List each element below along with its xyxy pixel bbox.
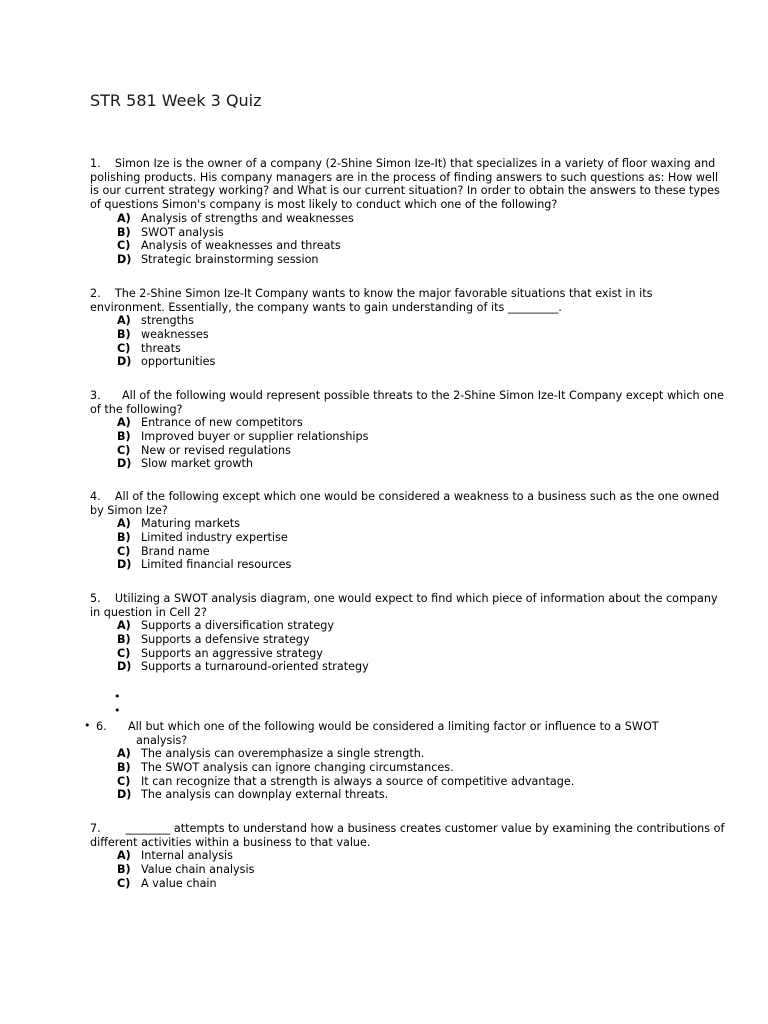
question-6 — [96, 720, 736, 802]
bullet-marker: • — [114, 704, 121, 717]
option-text: Supports an aggressive strategy — [141, 646, 323, 660]
question-stem: 3. All of the following would represent possible threats to the 2-Shine Simon Ize-It Company except which one of the following? — [90, 389, 728, 416]
option-text: Analysis of weaknesses and threats — [141, 239, 341, 253]
option-letter: C) — [117, 774, 131, 788]
answer-option-b[interactable] — [117, 226, 730, 240]
option-letter: D) — [117, 457, 132, 471]
page-title: STR 581 Week 3 Quiz — [90, 91, 262, 110]
bullet-marker: • — [84, 719, 91, 732]
option-text: A value chain — [141, 876, 217, 890]
option-text: Supports a defensive strategy — [141, 633, 310, 647]
option-letter: A) — [117, 747, 131, 761]
option-letter: A) — [117, 517, 131, 531]
answer-option-b[interactable] — [117, 863, 730, 877]
option-letter: B) — [117, 633, 131, 647]
option-letter: B) — [117, 863, 131, 877]
option-text: Entrance of new competitors — [141, 416, 303, 430]
question-stem: 2. The 2-Shine Simon Ize-It Company wants to know the major favorable situations that exist in its environment. Essentially, the company wants to gain understanding of its _________. — [90, 287, 657, 314]
question-stem: 7. ________ attempts to understand how a business creates customer value by examining the contributions of different activities within a business to that value. — [90, 822, 728, 849]
answer-option-d[interactable] — [117, 253, 730, 267]
option-letter: D) — [117, 660, 132, 674]
option-letter: D) — [117, 252, 132, 266]
option-letter: C) — [117, 239, 131, 253]
answer-option-a[interactable] — [117, 314, 730, 328]
answer-option-b[interactable] — [117, 531, 730, 545]
option-letter: A) — [117, 211, 131, 225]
option-text: Supports a turnaround-oriented strategy — [141, 660, 369, 674]
answer-options — [117, 747, 736, 802]
option-letter: C) — [117, 646, 131, 660]
option-letter: C) — [117, 341, 131, 355]
answer-options — [117, 416, 730, 471]
option-letter: B) — [117, 328, 131, 342]
question-stem — [96, 720, 736, 747]
question-stem: 4. All of the following except which one would be considered a weakness to a business such as the one owned by Simon Ize? — [90, 490, 723, 517]
option-text: Analysis of strengths and weaknesses — [141, 211, 354, 225]
answer-option-c[interactable] — [117, 444, 730, 458]
answer-option-d[interactable] — [117, 788, 736, 802]
question-number: 6. — [96, 720, 129, 733]
answer-option-d[interactable] — [117, 558, 730, 572]
option-letter: B) — [117, 225, 131, 239]
answer-options — [117, 314, 730, 369]
answer-option-c[interactable] — [117, 877, 730, 891]
answer-option-b[interactable] — [117, 761, 736, 775]
option-text: weaknesses — [141, 328, 209, 342]
option-letter: D) — [117, 788, 132, 802]
option-text: strengths — [141, 314, 194, 328]
answer-options — [117, 212, 730, 267]
option-letter: B) — [117, 531, 131, 545]
answer-options — [117, 517, 730, 572]
option-letter: A) — [117, 619, 131, 633]
question-3 — [90, 389, 730, 471]
option-text: It can recognize that a strength is always a source of competitive advantage. — [141, 774, 575, 788]
answer-options — [117, 849, 730, 890]
answer-option-c[interactable] — [117, 775, 736, 789]
answer-option-d[interactable] — [117, 660, 730, 674]
option-text: Limited financial resources — [141, 558, 292, 572]
answer-option-c[interactable] — [117, 545, 730, 559]
option-letter: B) — [117, 430, 131, 444]
answer-option-a[interactable] — [117, 619, 730, 633]
question-7 — [90, 822, 730, 890]
option-text: The analysis can downplay external threats. — [141, 788, 389, 802]
option-letter: A) — [117, 416, 131, 430]
answer-options — [117, 619, 730, 674]
answer-option-d[interactable] — [117, 457, 730, 471]
question-stem-continuation: analysis? — [136, 733, 188, 747]
option-letter: B) — [117, 761, 131, 775]
answer-option-a[interactable] — [117, 849, 730, 863]
question-5 — [90, 592, 730, 674]
option-text: Improved buyer or supplier relationships — [141, 430, 369, 444]
answer-option-a[interactable] — [117, 747, 736, 761]
option-text: Maturing markets — [141, 517, 240, 531]
question-2 — [90, 287, 730, 369]
bullet-marker: • — [114, 690, 121, 703]
question-4 — [90, 490, 730, 572]
option-text: The analysis can overemphasize a single strength. — [141, 747, 425, 761]
option-text: threats — [141, 341, 181, 355]
option-letter: A) — [117, 849, 131, 863]
question-1 — [90, 157, 730, 267]
answer-option-a[interactable] — [117, 212, 730, 226]
option-text: Brand name — [141, 544, 210, 558]
option-text: The SWOT analysis can ignore changing circumstances. — [141, 761, 454, 775]
question-stem: 5. Utilizing a SWOT analysis diagram, one would expect to find which piece of information about the company in question in Cell 2? — [90, 592, 722, 619]
option-text: SWOT analysis — [141, 225, 224, 239]
option-text: Value chain analysis — [141, 863, 255, 877]
option-letter: D) — [117, 355, 132, 369]
answer-option-c[interactable] — [117, 342, 730, 356]
option-text: Slow market growth — [141, 457, 253, 471]
option-letter: C) — [117, 443, 131, 457]
option-text: New or revised regulations — [141, 443, 291, 457]
option-letter: A) — [117, 314, 131, 328]
answer-option-c[interactable] — [117, 239, 730, 253]
option-text: Supports a diversification strategy — [141, 619, 334, 633]
option-text: Limited industry expertise — [141, 531, 288, 545]
answer-option-a[interactable] — [117, 517, 730, 531]
option-letter: C) — [117, 544, 131, 558]
answer-option-c[interactable] — [117, 647, 730, 661]
answer-option-b[interactable] — [117, 633, 730, 647]
option-text: Strategic brainstorming session — [141, 252, 319, 266]
answer-option-b[interactable] — [117, 430, 730, 444]
option-letter: C) — [117, 876, 131, 890]
option-letter: D) — [117, 558, 132, 572]
option-text: opportunities — [141, 355, 216, 369]
answer-option-a[interactable] — [117, 416, 730, 430]
question-stem-text: All but which one of the following would be considered a limiting factor or influence to a SWOT — [128, 720, 659, 733]
option-text: Internal analysis — [141, 849, 233, 863]
answer-option-b[interactable] — [117, 328, 730, 342]
answer-option-d[interactable] — [117, 355, 730, 369]
question-stem: 1. Simon Ize is the owner of a company (2-Shine Simon Ize-It) that specializes in a variety of floor waxing and polishing products. His company managers are in the process of finding answers to such questions as: How well is our current strategy working? and What is our current situation? In order to obtain the answers to these types of questions Simon's company is most likely to conduct which one of the following? — [90, 157, 724, 212]
